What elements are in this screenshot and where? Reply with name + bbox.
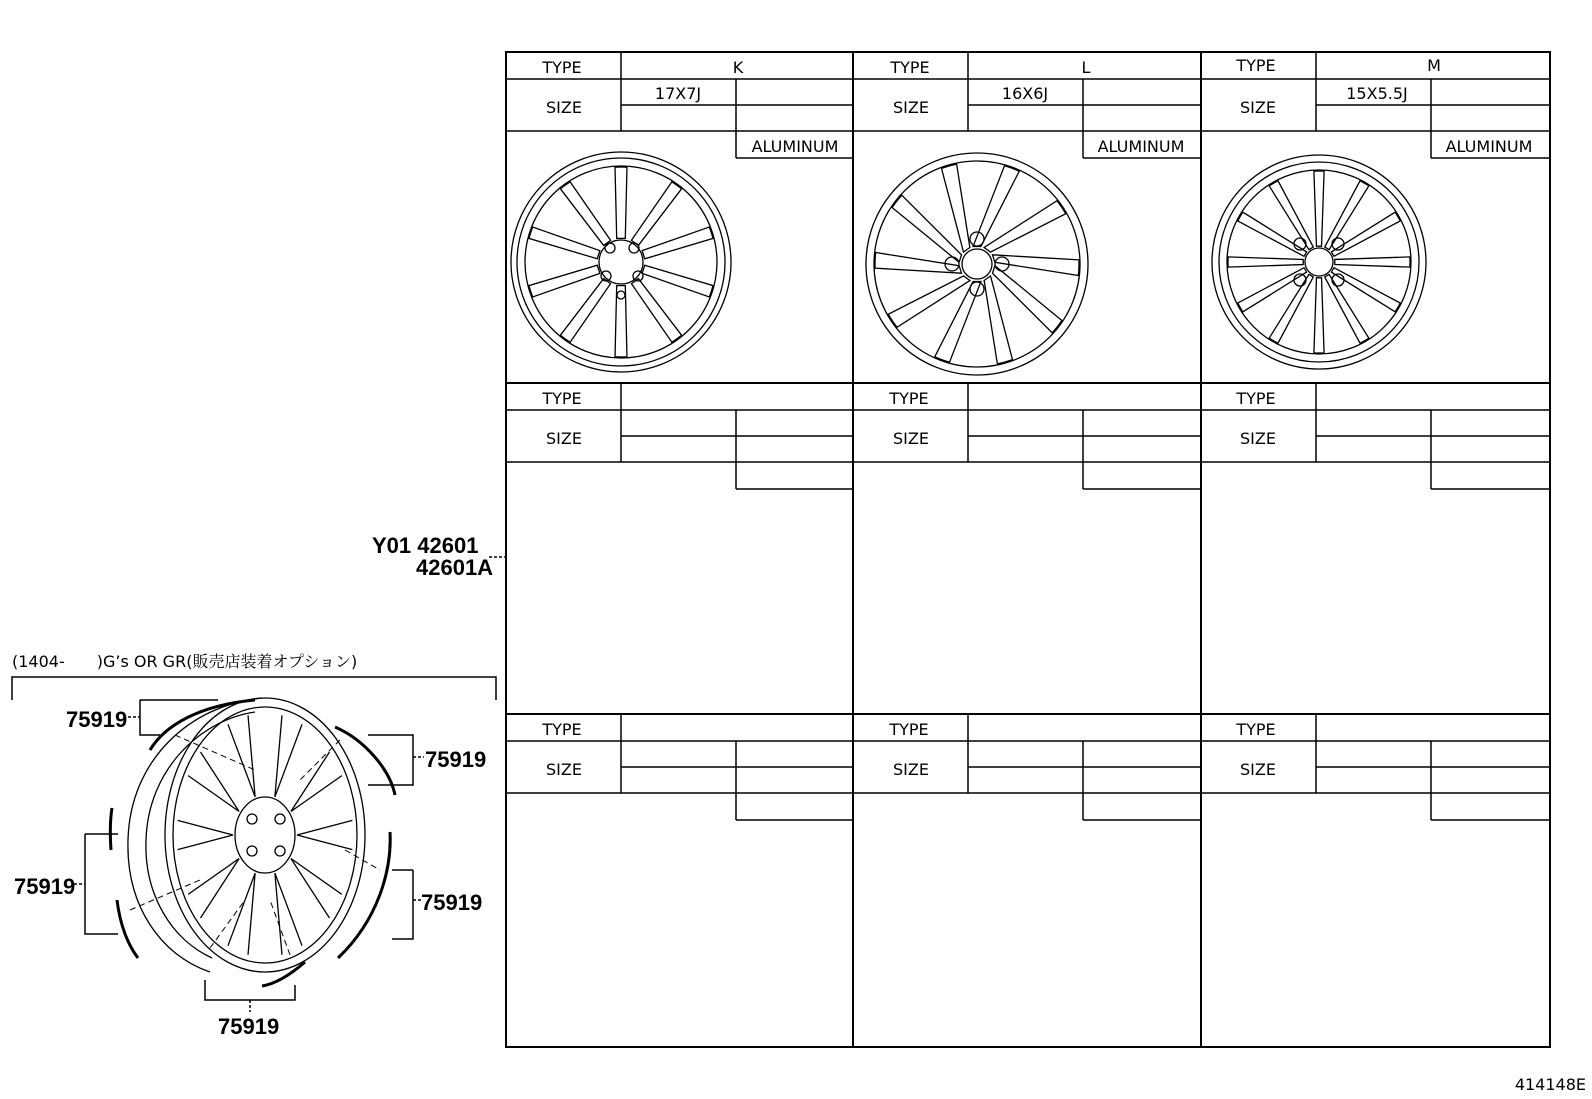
part-label-75919-top-left: 75919 [66,707,128,732]
type-label-b2-3: TYPE [1236,389,1276,408]
wheel-table [506,52,1550,1047]
option-wheel-spoke [275,715,302,797]
table-labels [541,56,1532,779]
wheel-spoke [935,282,981,363]
wheel-k-illustration [511,152,731,372]
callout-42601 [372,533,506,580]
type-label-b3-1: TYPE [542,720,582,739]
option-bracket [12,677,496,700]
callout-line-1: Y01 42601 [372,533,479,558]
option-wheel-spoke [275,873,302,955]
option-wheel-spoke [291,859,342,918]
option-wheel-spoke [188,752,239,811]
option-wheel-spoke [297,820,352,849]
size-label-b3-1: SIZE [546,760,582,779]
wheel-spoke [1269,181,1313,250]
wheel-m-illustration [1212,155,1426,369]
wheel-spoke [1335,257,1410,267]
size-label-b3-2: SIZE [893,760,929,779]
wheel-spoke [1325,181,1369,250]
wheel-spoke [1331,268,1400,312]
option-wheel-spoke [188,859,239,918]
type-value-l: L [1081,58,1091,77]
callout-line-2: 42601A [416,555,494,580]
material-k: ALUMINUM [751,137,839,156]
size-label-b2-1: SIZE [546,429,582,448]
wheel-spoke [631,279,681,343]
type-value-m: M [1427,56,1441,75]
wheel-spoke [1228,257,1303,267]
option-note: (1404- )G’s OR GR(販売店装着オプション) [12,652,358,671]
type-label-l: TYPE [890,58,930,77]
material-l: ALUMINUM [1097,137,1185,156]
option-wheel-illustration [110,698,395,986]
type-label-b2-2: TYPE [889,389,929,408]
type-label-b3-3: TYPE [1236,720,1276,739]
type-value-k: K [732,58,744,77]
wheel-spoke [1269,274,1313,343]
option-wheel-spoke [228,873,255,955]
part-label-75919-bottom: 75919 [218,1014,280,1039]
size-label-m: SIZE [1240,98,1276,117]
wheel-spoke [1238,268,1307,312]
size-label-b2-3: SIZE [1240,429,1276,448]
option-wheel-spoke [291,752,342,811]
type-label-m: TYPE [1236,56,1276,75]
wheel-spoke [888,276,970,327]
size-value-m: 15X5.5J [1346,84,1408,103]
option-wheel-spoke [228,715,255,797]
size-value-k: 17X7J [654,84,702,103]
size-label-b3-3: SIZE [1240,760,1276,779]
wheel-spoke [642,265,713,297]
material-m: ALUMINUM [1445,137,1533,156]
wheel-spoke [631,182,681,246]
size-label-b2-2: SIZE [893,429,929,448]
size-value-l: 16X6J [1001,84,1049,103]
part-label-75919-top-right: 75919 [425,747,487,772]
wheel-spoke [973,166,1019,247]
wheel-spoke [560,279,610,343]
size-label-l: SIZE [893,98,929,117]
wheel-spoke [1314,171,1324,246]
type-label-k: TYPE [542,58,582,77]
wheel-spoke [1314,278,1324,353]
part-75919-callouts [74,700,424,1012]
part-label-75919-right: 75919 [421,890,483,915]
wheel-spoke [1325,274,1369,343]
wheel-spoke [1238,212,1307,256]
wheel-spoke [560,182,610,246]
size-label-k: SIZE [546,98,582,117]
part-label-75919-left: 75919 [14,874,76,899]
wheel-spoke [1331,212,1400,256]
wheel-spoke [529,227,600,259]
wheel-spoke [642,227,713,259]
wheel-spoke [984,201,1066,252]
option-wheel-spoke [178,820,233,849]
wheel-l-illustration [866,153,1088,375]
wheel-spoke [529,265,600,297]
type-label-b2-1: TYPE [542,389,582,408]
figure-id: 414148E [1514,1075,1586,1094]
wheel-spoke [615,167,627,238]
type-label-b3-2: TYPE [889,720,929,739]
